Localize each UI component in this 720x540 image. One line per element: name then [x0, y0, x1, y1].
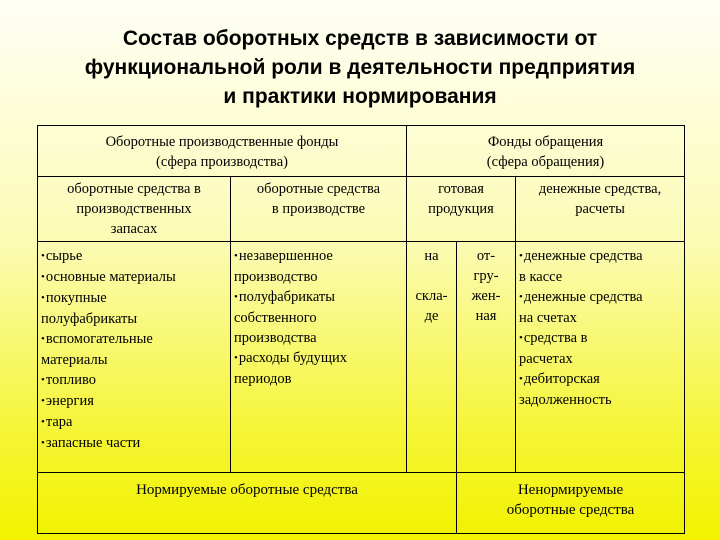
list-item: • денежные средства: [519, 287, 682, 308]
list-item: • энергия: [41, 391, 228, 412]
list-item-continuation: в кассе: [519, 269, 563, 285]
footer-non-normalized-assets: Ненормируемые оборотные средства: [457, 473, 685, 534]
list-item-continuation: производства: [234, 330, 317, 346]
list-item-continuation: на счетах: [519, 310, 577, 326]
list-item: • средства в: [519, 328, 682, 349]
production-items-cell: [231, 242, 407, 473]
title-line-2: функциональной роли в деятельности предприятия: [84, 56, 636, 79]
inventory-items-cell: [38, 242, 231, 473]
working-capital-table: [37, 125, 685, 534]
list-item-continuation: производство: [234, 269, 318, 285]
list-item: • топливо: [41, 370, 228, 391]
sub-header-cash: денежные средства, расчеты: [516, 177, 685, 242]
title-line-3: и практики нормирования: [223, 85, 497, 108]
sub-header-in-production: оборотные средства в производстве: [231, 177, 407, 242]
header-production-funds: Оборотные производственные фонды (сфера производства): [38, 126, 407, 177]
sub-header-finished-goods: готовая продукция: [407, 177, 516, 242]
goods-shipped-cell: от- гру- жен- ная: [457, 242, 516, 473]
list-item: • вспомогательные: [41, 329, 228, 350]
list-item-continuation: задолженность: [519, 392, 612, 408]
list-item: • расходы будущих: [234, 348, 404, 369]
list-item: • покупные: [41, 288, 228, 309]
list-item: • тара: [41, 412, 228, 433]
list-item: • полуфабрикаты: [234, 287, 404, 308]
footer-normalized-assets: Нормируемые оборотные средства: [38, 473, 457, 534]
list-item: • незавершенное: [234, 246, 404, 267]
list-item: • дебиторская: [519, 369, 682, 390]
goods-in-warehouse-cell: на скла- де: [407, 242, 457, 473]
slide-title: [20, 24, 700, 111]
list-item-continuation: материалы: [41, 352, 108, 368]
header-circulation-funds: Фонды обращения (сфера обращения): [407, 126, 685, 177]
list-item: • запасные части: [41, 433, 228, 454]
list-item: • денежные средства: [519, 246, 682, 267]
list-item: • сырье: [41, 246, 228, 267]
list-item-continuation: собственного: [234, 310, 317, 326]
list-item-continuation: периодов: [234, 371, 292, 387]
list-item-continuation: расчетах: [519, 351, 573, 367]
title-line-1: Состав оборотных средств в зависимости от: [122, 27, 598, 50]
list-item-continuation: полуфабрикаты: [41, 311, 138, 327]
sub-header-inventory: оборотные средства в производственных запасах: [38, 177, 231, 242]
cash-items-cell: [516, 242, 685, 473]
list-item: • основные материалы: [41, 267, 228, 288]
